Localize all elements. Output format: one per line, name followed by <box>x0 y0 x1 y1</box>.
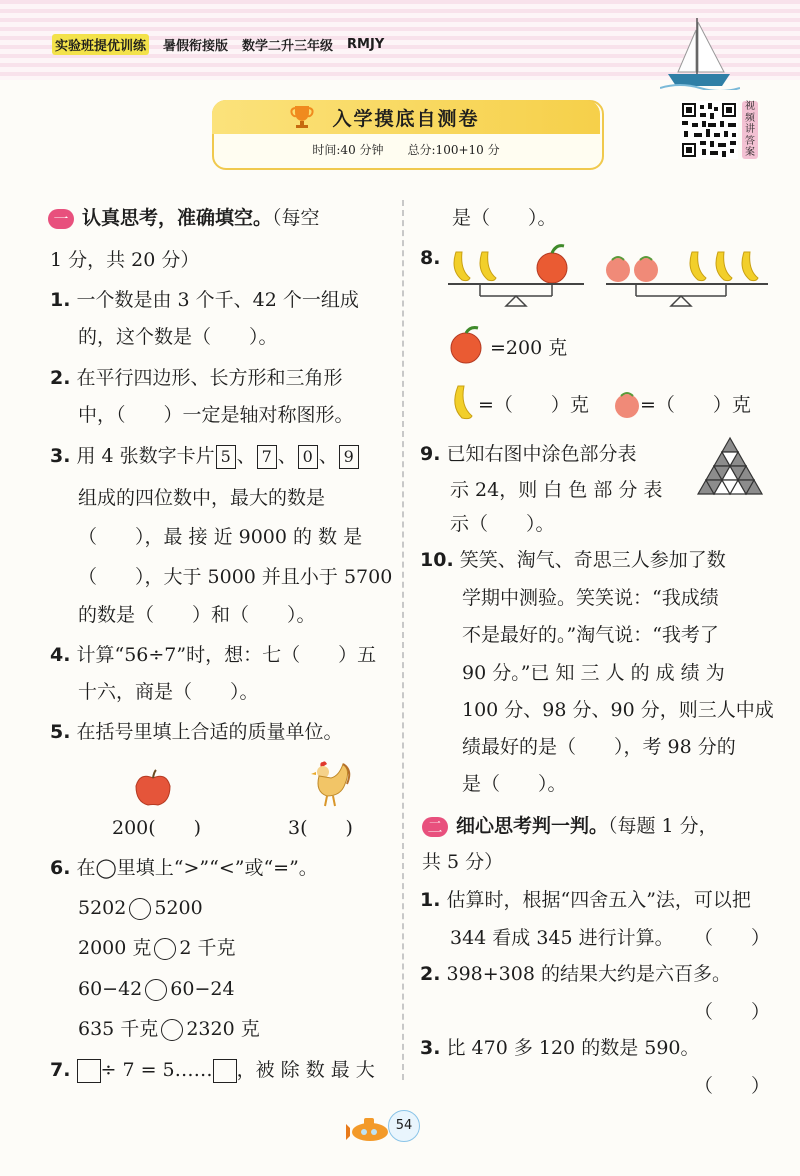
section1-title: 认真思考，准确填空。 <box>82 207 273 229</box>
section1-badge: 一 <box>48 209 74 229</box>
q1-text: 一个数是由 3 个千、42 个一组成 <box>76 289 359 311</box>
digit-card: 9 <box>339 445 359 469</box>
q10-line3: 不是最好的。”淘气说：“我考了 <box>462 624 719 646</box>
header-subject: 数学二升三年级 <box>242 39 334 54</box>
q10-line7: 是（ ）。 <box>462 773 567 795</box>
q9-line3: 示（ ）。 <box>450 513 555 535</box>
q6-row <box>78 1017 260 1041</box>
compare-circle[interactable] <box>129 898 151 920</box>
header-code: RMJY <box>347 37 385 52</box>
section2-note: （每题 1 分， <box>608 815 718 837</box>
q2-line1 <box>50 366 343 390</box>
q6-row <box>78 936 236 960</box>
balance-scales-figure <box>446 240 776 312</box>
q6-left: 635 千克 <box>78 1018 159 1040</box>
q9-text: 已知右图中涂色部分表 <box>446 443 637 465</box>
sailboat-icon <box>660 10 740 90</box>
peach-icon <box>610 386 644 420</box>
q4-number: 4. <box>50 644 71 666</box>
q6-number: 6. <box>50 857 71 879</box>
dividend-box[interactable] <box>77 1059 101 1083</box>
q9-number: 9. <box>420 443 441 465</box>
q3-line4: （ ），大于 5000 并且小于 5700 <box>78 566 393 588</box>
q3-line2: 组成的四位数中，最大的数是 <box>78 487 326 509</box>
s2-q3-answer[interactable]: （ ） <box>694 1075 771 1097</box>
q1-line2: 的，这个数是（ ）。 <box>78 326 278 348</box>
s2-q3-line1 <box>420 1036 700 1060</box>
banana-icon <box>454 252 470 281</box>
q10-line2: 学期中测验。笑笑说：“我成绩 <box>462 587 719 609</box>
rooster-icon <box>307 758 353 810</box>
s2-q2-line1 <box>420 962 731 986</box>
s2-q3-number: 3. <box>420 1037 441 1059</box>
q8-banana-eq[interactable]: =（ ）克 <box>478 394 589 416</box>
orange-icon <box>446 326 488 366</box>
q6-line1 <box>50 856 318 880</box>
s2-q1-number: 1. <box>420 889 441 911</box>
section1-note2: 1 分，共 20 分） <box>50 249 200 271</box>
q6-right: 60−24 <box>170 978 235 1000</box>
section2-badge: 二 <box>422 817 448 837</box>
section1-note: （每空 <box>272 207 320 229</box>
s2-q2-number: 2. <box>420 963 441 985</box>
q10-number: 10. <box>420 549 454 571</box>
q5-text: 在括号里填上合适的质量单位。 <box>76 721 343 743</box>
triangle-grid-figure <box>694 436 766 500</box>
q9-line2: 示 24，则 白 色 部 分 表 <box>450 479 663 501</box>
banana-icon <box>446 382 480 422</box>
q5-number: 5. <box>50 721 71 743</box>
q6-left: 5202 <box>78 897 127 919</box>
q3-text: 用 4 张数字卡片 <box>76 445 215 467</box>
page-subtitle: 时间:40 分钟 总分:100+10 分 <box>312 143 500 157</box>
q2-line2: 中，（ ）一定是轴对称图形。 <box>78 404 354 426</box>
q6-right: 2 千克 <box>179 937 236 959</box>
s2-q3-text: 比 470 多 120 的数是 590。 <box>446 1037 700 1059</box>
q3-line3: （ ），最 接 近 9000 的 数 是 <box>78 526 363 548</box>
q10-text: 笑笑、淘气、奇思三人参加了数 <box>459 549 726 571</box>
page-title: 入学摸底自测卷 <box>332 108 480 130</box>
q7-line2: 是（ ）。 <box>452 207 557 229</box>
section1-heading <box>48 206 320 230</box>
q5-line1 <box>50 720 343 744</box>
q8-number-label: 8. <box>420 247 441 269</box>
s2-q1-answer[interactable]: （ ） <box>694 927 771 949</box>
page-number: 54 <box>388 1110 420 1142</box>
q3-line5: 的数是（ ）和（ ）。 <box>78 604 316 626</box>
compare-circle[interactable] <box>154 938 176 960</box>
q2-number: 2. <box>50 367 71 389</box>
remainder-box[interactable] <box>213 1059 237 1083</box>
section2-note2: 共 5 分） <box>422 851 504 873</box>
q6-row <box>78 977 235 1001</box>
q10-line4: 90 分。”已 知 三 人 的 成 绩 为 <box>462 662 725 684</box>
q1-number: 1. <box>50 289 71 311</box>
q8-number <box>420 246 440 270</box>
q6-left: 60−42 <box>78 978 143 1000</box>
q6-left: 2000 克 <box>78 937 152 959</box>
apple-icon <box>132 768 174 808</box>
submarine-icon <box>346 1114 392 1144</box>
q1-line1 <box>50 288 359 312</box>
s2-q2-answer[interactable]: （ ） <box>694 1001 771 1023</box>
column-divider <box>402 200 404 1080</box>
s2-q1-line2: 344 看成 345 进行计算。 <box>450 927 674 949</box>
q7-tail: ，被 除 数 最 大 <box>236 1059 375 1081</box>
s2-q2-text: 398+308 的结果大约是六百多。 <box>446 963 731 985</box>
q6-right: 5200 <box>154 897 203 919</box>
q2-text: 在平行四边形、长方形和三角形 <box>76 367 343 389</box>
header-edition: 暑假衔接版 <box>163 39 229 54</box>
digit-card: 5 <box>216 445 236 469</box>
q7-text: ÷ 7 = 5…… <box>100 1059 213 1081</box>
q10-line1 <box>420 548 726 572</box>
s2-q1-text: 估算时，根据“四舍五入”法，可以把 <box>446 889 751 911</box>
compare-circle[interactable] <box>145 979 167 1001</box>
q8-peach-eq[interactable]: =（ ）克 <box>640 394 751 416</box>
q4-line2: 十六，商是（ ）。 <box>78 681 259 703</box>
q3-line1: 3. 用 4 张数字卡片 5 、 7 、 0 、 9 <box>50 444 360 469</box>
q6-row <box>78 896 203 920</box>
q4-text: 计算“56÷7”时，想：七（ ）五 <box>76 644 377 666</box>
qr-code-icon[interactable] <box>680 101 738 159</box>
q7-number: 7. <box>50 1059 71 1081</box>
q10-line6: 绩最好的是（ ），考 98 分的 <box>462 736 736 758</box>
q5-blank-b[interactable]: 3( ) <box>288 817 353 839</box>
compare-circle[interactable] <box>161 1019 183 1041</box>
header-brand: 实验班提优训练 <box>52 34 149 55</box>
header-line <box>52 34 384 55</box>
q8-orange-eq: =200 克 <box>490 337 568 359</box>
q4-line1 <box>50 643 376 667</box>
section2-title: 细心思考判一判。 <box>456 815 609 837</box>
q5-blank-a[interactable]: 200( ) <box>112 817 202 839</box>
q9-line1 <box>420 442 637 466</box>
q10-line5: 100 分、98 分、90 分，则三人中成 <box>462 699 774 721</box>
q6-text: 在◯里填上“>”“<”或“=”。 <box>76 857 318 879</box>
digit-card: 0 <box>298 445 318 469</box>
qr-label: 视频讲答案 <box>742 101 758 159</box>
q3-number: 3. <box>50 445 71 467</box>
q6-right: 2320 克 <box>186 1018 260 1040</box>
q7-line1 <box>50 1058 375 1083</box>
section2-heading <box>422 814 718 838</box>
s2-q1-line1 <box>420 888 751 912</box>
digit-card: 7 <box>257 445 277 469</box>
